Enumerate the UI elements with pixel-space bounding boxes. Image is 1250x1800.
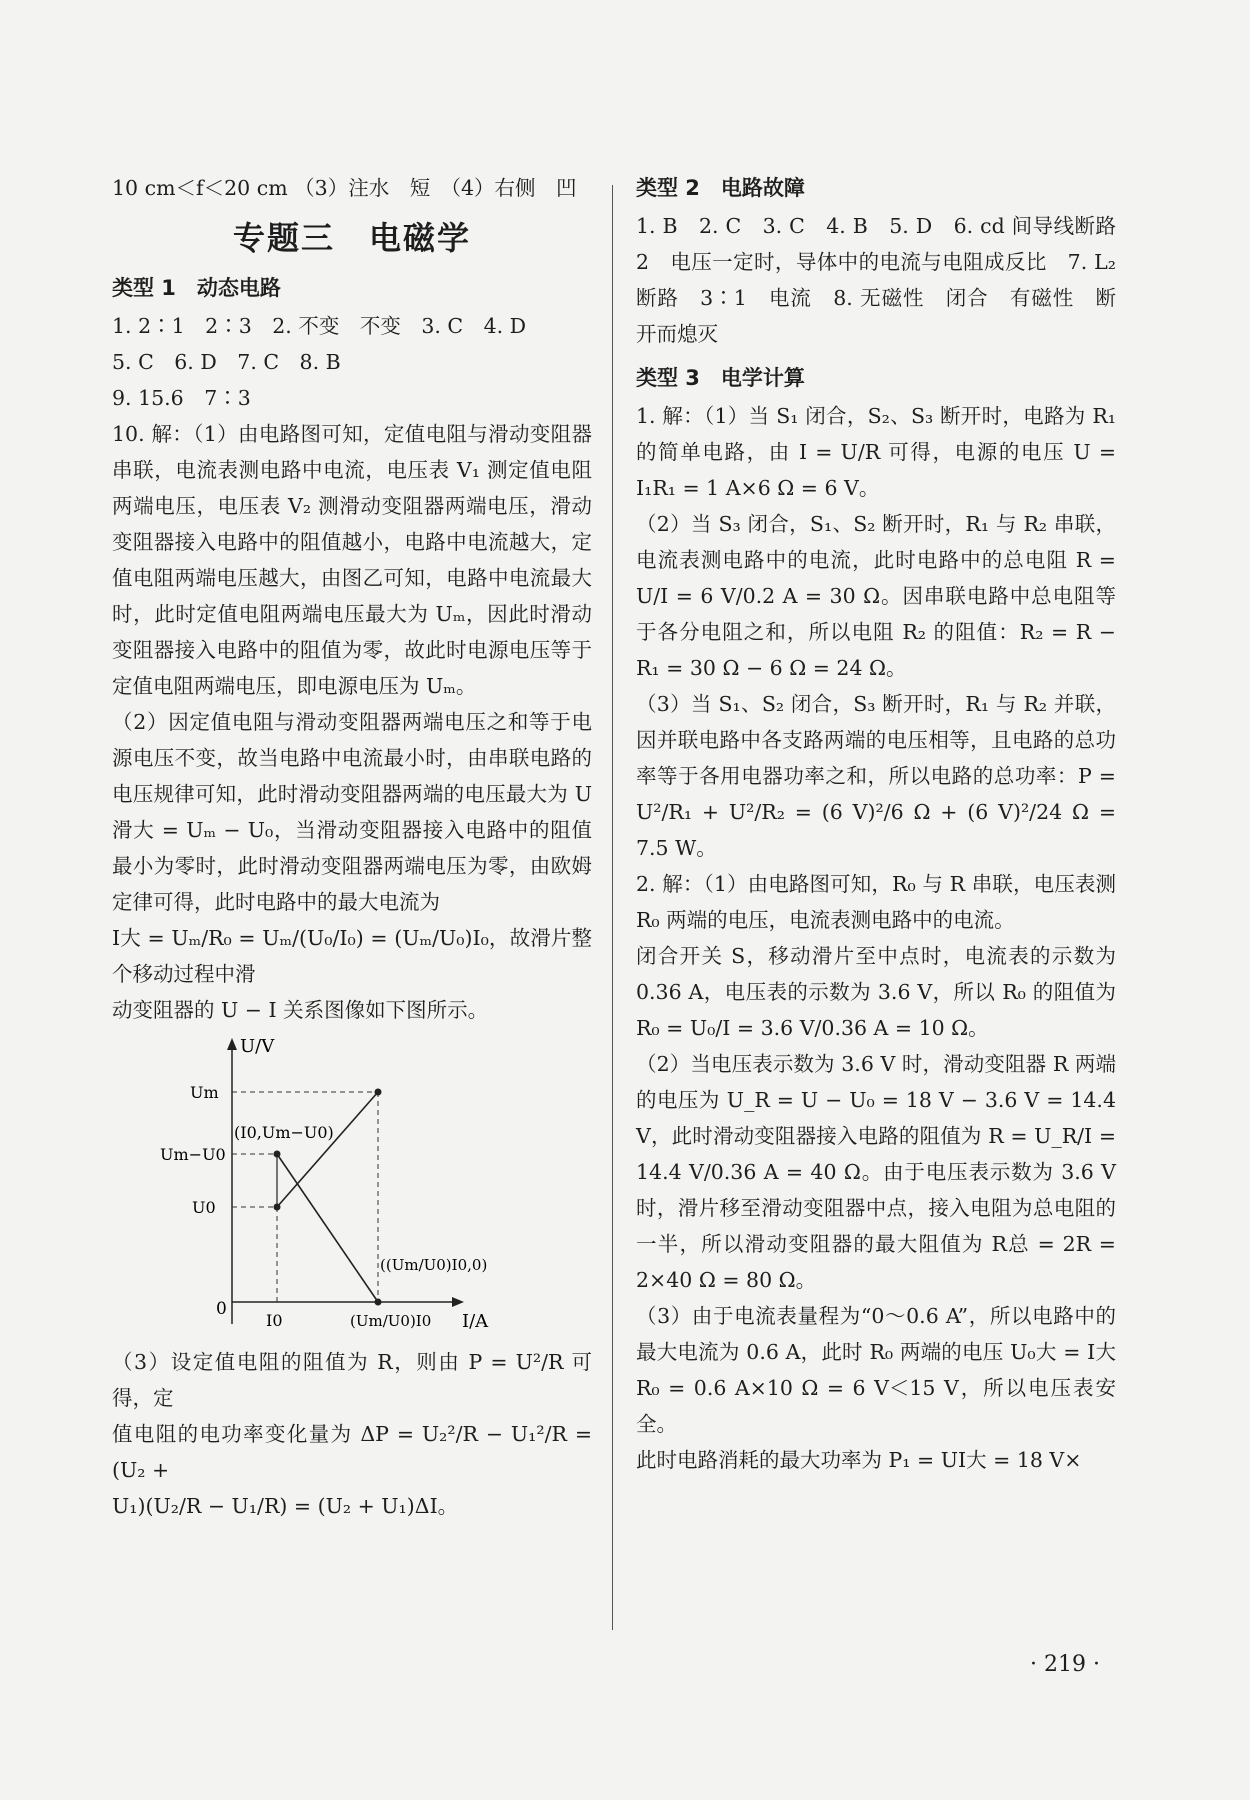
tick-x-end-label: (Um/U0)I0 (350, 1312, 432, 1330)
calc2-part4: 此时电路消耗的最大功率为 P₁ = UI大 = 18 V× (636, 1448, 1082, 1472)
tick-u0-label: U0 (192, 1198, 216, 1217)
column-divider (612, 185, 613, 1630)
calc1-part3: （3）当 S₁、S₂ 闭合，S₃ 断开时，R₁ 与 R₂ 并联，因并联电路中各支路两端的电压相等，且电路的总功率等于各用电器功率之和，所以电路的总功率：P = U²/R₁ + U²/R₂ = (6 V)²/6 Ω + (6 V)²/24 Ω = 7.5 W。 (636, 692, 1116, 860)
tick-i0-label: I0 (266, 1311, 283, 1330)
q10-formula: I大 = Uₘ/R₀ = Uₘ/(U₀/I₀) = (Uₘ/U₀)I₀，故滑片整个移动过程中滑 (112, 926, 592, 986)
page-number: · 219 · (1030, 1652, 1100, 1677)
q10-graph-intro: 动变阻器的 U − I 关系图像如下图所示。 (112, 998, 489, 1022)
answer-line-1: 1. 2∶1 2∶3 2. 不变 不变 3. C 4. D (112, 314, 527, 338)
x-axis-label: I/A (462, 1311, 489, 1332)
point-1-label: (I0,Um−U0) (234, 1123, 334, 1142)
resistor-line (277, 1092, 378, 1207)
q10-part3-cont: 值电阻的电功率变化量为 ΔP = U₂²/R − U₁²/R = (U₂ + (112, 1422, 592, 1482)
q10-part3-end: U₁)(U₂/R − U₁/R) = (U₂ + U₁)ΔI。 (112, 1494, 459, 1518)
y-axis-arrow (227, 1038, 237, 1050)
point-3 (375, 1089, 382, 1096)
type2-answers: 1. B 2. C 3. C 4. B 5. D 6. cd 间导线断路 2 电压一定时，导体中的电流与电阻成反比 7. L₂ 断路 3∶1 电流 8. 无磁性 闭合 有磁性 断开而熄灭 (636, 214, 1137, 346)
tick-um-u0-label: Um−U0 (160, 1145, 226, 1164)
point-4-label: ((Um/U0)I0,0) (380, 1256, 488, 1274)
tick-um-label: Um (190, 1083, 219, 1102)
calc1-part2: （2）当 S₃ 闭合，S₁、S₂ 断开时，R₁ 与 R₂ 串联，电流表测电路中的电流，此时电路中的总电阻 R = U/I = 6 V/0.2 A = 30 Ω。因串联电路中总电阻等于各分电阻之和，所以电阻 R₂ 的阻值：R₂ = R − R₁ = 30 Ω − 6 Ω = 24 Ω。 (636, 512, 1116, 680)
point-4 (375, 1299, 382, 1306)
point-2 (274, 1204, 281, 1211)
point-1 (274, 1151, 281, 1158)
u-i-graph (112, 1034, 592, 1334)
calc2-part3: （3）由于电流表量程为“0～0.6 A”，所以电路中的最大电流为 0.6 A，此时 R₀ 两端的电压 U₀大 = I大 R₀ = 0.6 A×10 Ω = 6 V＜15 V，所以电压表安全。 (636, 1304, 1116, 1436)
answer-line-2: 5. C 6. D 7. C 8. B (112, 350, 341, 374)
calc2-intro: 2. 解：（1）由电路图可知，R₀ 与 R 串联，电压表测 R₀ 两端的电压，电流表测电路中的电流。 (636, 872, 1116, 932)
q10-part1: 10. 解：（1）由电路图可知，定值电阻与滑动变阻器串联，电流表测电路中电流，电压表 V₁ 测定值电阻两端电压，电压表 V₂ 测滑动变阻器两端电压，滑动变阻器接入电路中的阻值越小，电路中电流越大，定值电阻两端电压越大，由图乙可知，电路中电流最大时，此时定值电阻两端电压最大为 Uₘ，因此时滑动变阻器接入电路中的阻值为零，故此时电源电压等于定值电阻两端电压，即电源电压为 Uₘ。 (112, 422, 592, 698)
answer-line-3: 9. 15.6 7∶3 (112, 386, 251, 410)
origin-label: 0 (216, 1299, 227, 1319)
calc2-part1: 闭合开关 S，移动滑片至中点时，电流表的示数为 0.36 A，电压表的示数为 3.6 V，所以 R₀ 的阻值为 R₀ = U₀/I = 3.6 V/0.36 A = 10 Ω。 (636, 944, 1116, 1040)
q10-part2: （2）因定值电阻与滑动变阻器两端电压之和等于电源电压不变，故当电路中电流最小时，由串联电路的电压规律可知，此时滑动变阻器两端的电压最大为 U滑大 = Uₘ − U₀，当滑动变阻器接入电路中的阻值最小为零时，此时滑动变阻器两端电压为零，由欧姆定律可得，此时电路中的最大电流为 (112, 710, 592, 914)
rheostat-line (277, 1154, 378, 1302)
u-i-graph-svg (112, 1034, 592, 1334)
left-column (112, 170, 592, 1524)
type2-header: 类型 2 电路故障 (636, 176, 805, 200)
top-line: 10 cm＜f＜20 cm （3）注水 短 （4）右侧 凹 (112, 176, 577, 200)
y-axis-label: U/V (240, 1036, 275, 1057)
right-column (636, 170, 1137, 1478)
calc2-part2: （2）当电压表示数为 3.6 V 时，滑动变阻器 R 两端的电压为 U_R = U − U₀ = 18 V − 3.6 V = 14.4 V，此时滑动变阻器接入电路的阻值为 R = U_R/I = 14.4 V/0.36 A = 40 Ω。由于电压表示数为 3.6 V 时，滑片移至滑动变阻器中点，接入电阻为总电阻的一半，所以滑动变阻器的最大阻值为 R总 = 2R = 2×40 Ω = 80 Ω。 (636, 1052, 1116, 1292)
x-axis-arrow (452, 1297, 464, 1307)
section-title: 专题三 电磁学 (232, 219, 471, 257)
type1-header: 类型 1 动态电路 (112, 276, 281, 300)
type3-header: 类型 3 电学计算 (636, 366, 805, 390)
q10-part3: （3）设定值电阻的阻值为 R，则由 P = U²/R 可得，定 (112, 1350, 592, 1410)
calc1-part1: 1. 解：（1）当 S₁ 闭合，S₂、S₃ 断开时，电路为 R₁ 的简单电路，由 I = U/R 可得，电源的电压 U = I₁R₁ = 1 A×6 Ω = 6 V。 (636, 404, 1116, 500)
